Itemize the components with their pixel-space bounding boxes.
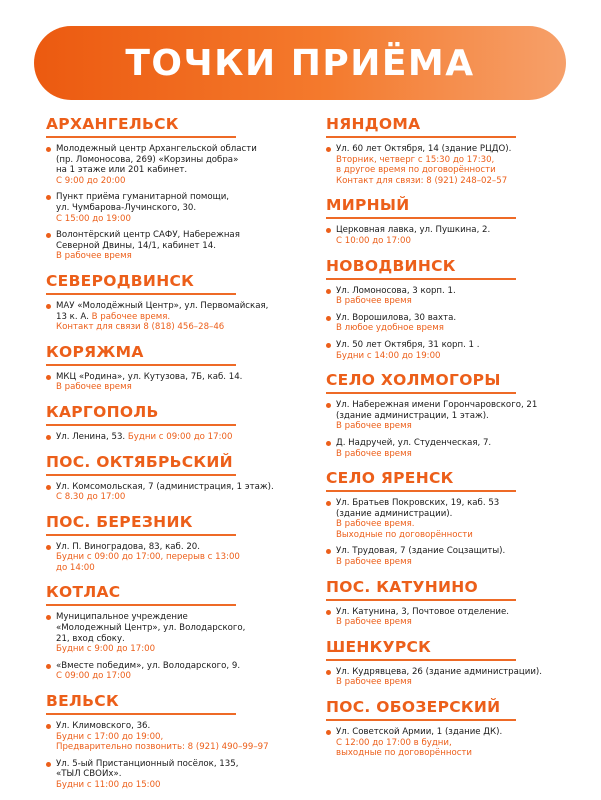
collection-point	[46, 721, 310, 753]
city-heading: ПОС. ОКТЯБРЬСКИЙ	[46, 453, 236, 476]
city-section	[326, 370, 594, 459]
collection-point	[326, 727, 594, 759]
schedule-text: Будни с 17:00 до 19:00, Предварительно позвонить: 8 (921) 490–99–97	[56, 731, 269, 753]
city-heading: КАРГОПОЛЬ	[46, 403, 236, 426]
collection-point	[46, 482, 310, 503]
city-heading: ПОС. КАТУНИНО	[326, 578, 516, 601]
address-text: Ул. Комсомольская, 7 (администрация, 1 этаж).	[56, 481, 274, 492]
collection-point	[46, 144, 310, 186]
address-text: Ул. Ленина, 53.	[56, 431, 126, 442]
city-section	[46, 582, 310, 682]
collection-point	[46, 432, 310, 443]
bullet-icon	[46, 664, 51, 669]
address-text: Пункт приёма гуманитарной помощи, ул. Чумбарова-Лучинского, 30.	[56, 192, 230, 213]
schedule-text: В рабочее время	[336, 421, 412, 432]
bullet-icon	[46, 195, 51, 200]
address-text: Ул. П. Виноградова, 83, каб. 20.	[56, 541, 200, 552]
bullet-icon	[326, 549, 331, 554]
city-heading: ШЕНКУРСК	[326, 638, 516, 661]
address-text: Ул. Набережная имени Горончаровского, 21 (здание администрации, 1 этаж).	[336, 400, 538, 421]
city-section	[46, 691, 310, 791]
city-section	[326, 697, 594, 759]
bullet-icon	[46, 545, 51, 550]
city-section	[46, 342, 310, 393]
address-text: Д. Надручей, ул. Студенческая, 7.	[336, 437, 492, 448]
bullet-icon	[326, 228, 331, 233]
page-title: ТОЧКИ ПРИЁМА	[125, 42, 475, 84]
address-text: МКЦ «Родина», ул. Кутузова, 7Б, каб. 14.	[56, 371, 243, 382]
bullet-icon	[46, 435, 51, 440]
schedule-text: С 15:00 до 19:00	[56, 213, 131, 224]
city-section	[46, 114, 310, 262]
collection-point	[46, 542, 310, 574]
address-text: Ул. 5-ый Пристанционный посёлок, 135, «ТЫЛ СВОИх».	[56, 758, 239, 780]
schedule-text: В рабочее время	[336, 448, 412, 459]
collection-point	[46, 192, 310, 224]
city-section	[46, 452, 310, 503]
schedule-text: В рабочее время	[336, 557, 412, 568]
schedule-text: В рабочее время	[336, 617, 412, 628]
collection-point	[46, 301, 310, 333]
collection-point	[326, 400, 594, 432]
city-section	[46, 271, 310, 333]
collection-point	[46, 612, 310, 654]
collection-point	[46, 661, 310, 682]
city-section	[46, 512, 310, 574]
left-column	[46, 114, 310, 800]
city-section	[326, 637, 594, 688]
collection-point	[326, 313, 594, 334]
bullet-icon	[46, 304, 51, 309]
collection-point	[326, 286, 594, 307]
city-section	[326, 577, 594, 628]
schedule-text: С 9:00 до 20:00	[56, 175, 126, 186]
city-section	[326, 114, 594, 186]
address-text: Муниципальное учреждение «Молодежный Центр», ул. Володарского, 21, вход сбоку.	[56, 612, 246, 644]
collection-point	[326, 667, 594, 688]
city-heading: МИРНЫЙ	[326, 196, 516, 219]
address-text: Церковная лавка, ул. Пушкина, 2.	[336, 225, 491, 236]
collection-point	[326, 607, 594, 628]
bullet-icon	[46, 724, 51, 729]
bullet-icon	[46, 233, 51, 238]
collection-point	[326, 546, 594, 567]
city-heading: НОВОДВИНСК	[326, 257, 516, 280]
collection-point	[46, 759, 310, 791]
schedule-text: В рабочее время. Выходные по договорённости	[336, 519, 473, 540]
collection-point	[326, 498, 594, 540]
address-text: Ул. 60 лет Октября, 14 (здание РЦДО).	[336, 144, 512, 154]
schedule-text: В рабочее время	[336, 677, 412, 688]
city-heading: СЕВЕРОДВИНСК	[46, 272, 236, 295]
address-text: Ул. Катунина, 3, Почтовое отделение.	[336, 606, 510, 617]
address-text: Ул. 50 лет Октября, 31 корп. 1 .	[336, 339, 480, 350]
city-heading: КОРЯЖМА	[46, 343, 236, 366]
schedule-text: В любое удобное время	[336, 323, 444, 334]
schedule-text: Будни с 11:00 до 15:00	[56, 780, 161, 790]
schedule-text: С 8.30 до 17:00	[56, 492, 126, 503]
address-text: Ул. Советской Армии, 1 (здание ДК).	[336, 727, 503, 738]
collection-point	[326, 438, 594, 459]
city-heading: КОТЛАС	[46, 583, 236, 606]
address-text: Ул. Климовского, 36.	[56, 721, 151, 732]
address-text: Молодежный центр Архангельской области (пр. Ломоносова, 269) «Корзины добра» на 1 этаже или 201 кабинет.	[56, 144, 257, 176]
address-text: Ул. Ворошилова, 30 вахта.	[336, 312, 457, 323]
bullet-icon	[46, 762, 51, 767]
schedule-text: Будни с 9:00 до 17:00	[56, 644, 156, 655]
bullet-icon	[326, 610, 331, 615]
right-column	[326, 114, 594, 768]
schedule-text: С 12:00 до 17:00 в будни, выходные по договорённости	[336, 737, 473, 759]
title-banner	[34, 26, 566, 100]
bullet-icon	[46, 485, 51, 490]
collection-point	[46, 230, 310, 262]
collection-point	[326, 340, 594, 361]
bullet-icon	[326, 147, 331, 152]
bullet-icon	[326, 441, 331, 446]
bullet-icon	[326, 501, 331, 506]
collection-point	[326, 225, 594, 246]
schedule-text: Будни с 14:00 до 19:00	[336, 350, 441, 361]
schedule-text: С 10:00 до 17:00	[336, 235, 411, 246]
city-heading: СЕЛО ЯРЕНСК	[326, 469, 516, 492]
collection-point	[326, 144, 594, 186]
address-text: Ул. Ломоносова, 3 корп. 1.	[336, 285, 456, 296]
city-heading: НЯНДОМА	[326, 115, 516, 138]
schedule-text: Будни с 09:00 до 17:00, перерыв с 13:00 до 14:00	[56, 552, 240, 573]
schedule-text: С 09:00 до 17:00	[56, 671, 131, 682]
schedule-text: В рабочее время. Контакт для связи 8 (818) 456–28–46	[56, 311, 225, 333]
city-section	[46, 402, 310, 443]
schedule-text: Будни с 09:00 до 17:00	[127, 431, 233, 442]
bullet-icon	[326, 670, 331, 675]
city-heading: СЕЛО ХОЛМОГОРЫ	[326, 371, 516, 394]
address-text: Ул. Кудрявцева, 26 (здание администрации).	[336, 666, 542, 677]
city-section	[326, 195, 594, 246]
address-text: МАУ «Молодёжный Центр», ул. Первомайская, 13 к. А.	[56, 300, 269, 322]
city-heading: ПОС. ОБОЗЕРСКИЙ	[326, 698, 516, 721]
city-section	[326, 468, 594, 568]
schedule-text: В рабочее время	[56, 251, 132, 262]
bullet-icon	[46, 375, 51, 380]
bullet-icon	[326, 730, 331, 735]
bullet-icon	[326, 343, 331, 348]
schedule-text: В рабочее время	[336, 296, 412, 307]
address-text: «Вместе победим», ул. Володарского, 9.	[56, 660, 241, 671]
bullet-icon	[326, 289, 331, 294]
address-text: Ул. Братьев Покровских, 19, каб. 53 (здание администрации).	[336, 498, 500, 519]
address-text: Волонтёрский центр САФУ, Набережная Северной Двины, 14/1, кабинет 14.	[56, 230, 240, 251]
city-heading: АРХАНГЕЛЬСК	[46, 115, 236, 138]
schedule-text: В рабочее время	[56, 382, 132, 393]
bullet-icon	[46, 615, 51, 620]
bullet-icon	[326, 316, 331, 321]
address-text: Ул. Трудовая, 7 (здание Соцзащиты).	[336, 546, 506, 557]
bullet-icon	[46, 147, 51, 152]
city-section	[326, 256, 594, 362]
bullet-icon	[326, 403, 331, 408]
city-heading: ВЕЛЬСК	[46, 692, 236, 715]
schedule-text: Вторник, четверг с 15:30 до 17:30, в другое время по договорённости Контакт для связи: 8 (921) 248–02–57	[336, 154, 508, 186]
collection-point	[46, 372, 310, 393]
city-heading: ПОС. БЕРЕЗНИК	[46, 513, 236, 536]
